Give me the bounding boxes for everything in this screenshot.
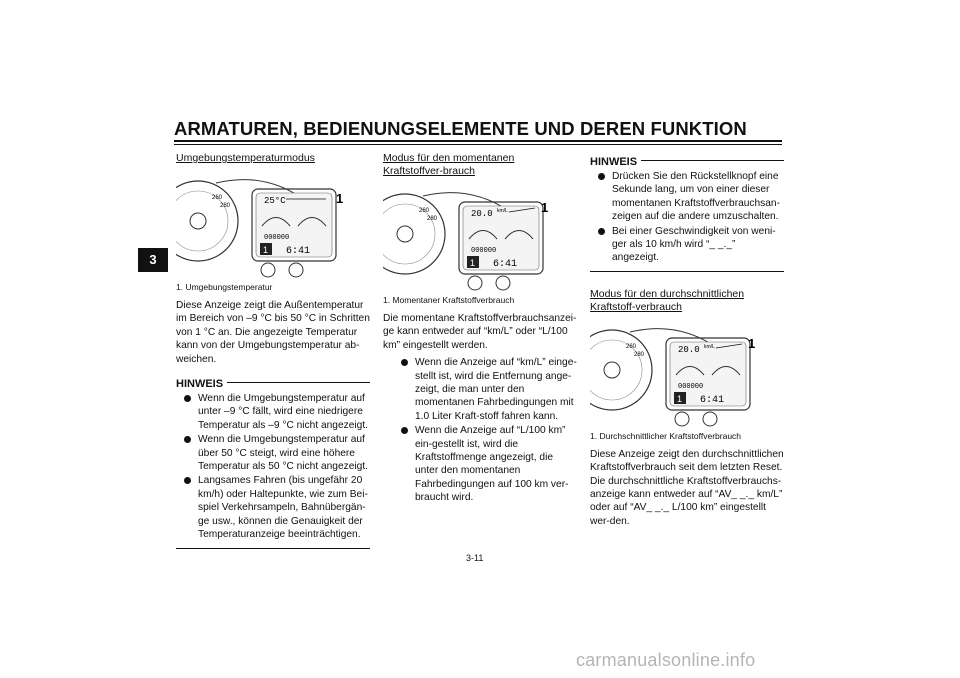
note-header bbox=[176, 374, 370, 391]
note-item: Bei einer Geschwindigkeit von weni-ger als 10 km/h wird “_ _._” angezeigt. bbox=[590, 225, 784, 265]
bullet-icon bbox=[401, 427, 408, 434]
figure-caption: 1. Durchschnittlicher Kraftstoffverbrauch bbox=[590, 430, 742, 441]
dashboard-illustration bbox=[383, 184, 575, 292]
figure-caption: 1. Umgebungstemperatur bbox=[176, 282, 273, 292]
chapter-tab: 3 bbox=[138, 248, 168, 272]
callout-number: 1 bbox=[541, 200, 549, 215]
note-list bbox=[590, 170, 784, 265]
unit-label: km/L bbox=[704, 343, 715, 350]
bullet-icon bbox=[184, 477, 191, 484]
temperature-readout: 25°C bbox=[264, 196, 286, 206]
odometer-readout: 000000 bbox=[471, 247, 497, 255]
note-header bbox=[590, 152, 784, 166]
speed-label-260: 260 bbox=[419, 208, 430, 214]
instrument-panel-figure bbox=[383, 184, 575, 292]
bullet-icon bbox=[401, 359, 408, 366]
page-number: 3-11 bbox=[466, 553, 484, 563]
note-box bbox=[176, 374, 370, 548]
section-title: Umgebungstemperaturmodus bbox=[176, 152, 315, 164]
body-paragraph: Diese Anzeige zeigt die Außentemperatur im Bereich von –9 °C bis 50 °C in Schritten von 1 °C an. Die angezeigte Temperatur kann von der Umgebungstemperatur ab-weichen. bbox=[176, 300, 370, 365]
note-bottom-rule bbox=[176, 548, 370, 549]
note-item: Langsames Fahren (bis ungefähr 20 km/h) oder Haltepunkte, wie zum Bei-spiel Verkehrsampeln, Bahnübergän-ge usw., können die Genauigkeit der Temperaturanzeige beeinträchtigen. bbox=[176, 474, 370, 541]
dashboard-illustration bbox=[176, 171, 368, 279]
note-item: Drücken Sie den Rückstellknopf eine Sekunde lang, um von einer dieser momentanen Kraftstoffverbrauchsan-zeigen auf die andere umzuschalten. bbox=[590, 170, 784, 224]
column-instant-fuel-consumption bbox=[383, 152, 577, 506]
page-header bbox=[174, 118, 782, 140]
page-title: ARMATUREN, BEDIENUNGSELEMENTE UND DEREN FUNKTION bbox=[174, 118, 747, 139]
speed-label-280: 280 bbox=[634, 351, 645, 358]
note-item: Wenn die Umgebungstemperatur auf über 50 °C steigt, wird eine höhere Temperatur als 50 °C nicht angezeigt. bbox=[176, 433, 370, 473]
watermark: carmanualsonline.info bbox=[576, 650, 756, 670]
note-label: HINWEIS bbox=[590, 156, 641, 168]
gear-indicator: 1 bbox=[263, 245, 269, 255]
list-item: Wenn die Anzeige auf “L/100 km” ein-gestellt ist, wird die Kraftstoffmenge angezeigt, die unter den momentanen Fahrbedingungen auf 100 km ver-braucht wird. bbox=[393, 424, 577, 504]
note-label: HINWEIS bbox=[176, 378, 227, 390]
clock-readout: 6:41 bbox=[493, 259, 518, 270]
bullet-icon bbox=[184, 436, 191, 443]
speed-label-260: 260 bbox=[626, 343, 637, 350]
list-item: Wenn die Anzeige auf “km/L” einge-stellt ist, wird die Entfernung ange-zeigt, die man unter den momentanen Fahrbedingungen mit 1.0 Liter Kraft-stoff fahren kann. bbox=[393, 356, 577, 423]
clock-readout: 6:41 bbox=[700, 394, 725, 406]
unit-label: km/L bbox=[497, 208, 508, 214]
column-average-fuel-consumption bbox=[590, 152, 784, 528]
fuel-readout: 20.0 bbox=[678, 344, 700, 355]
odometer-readout: 000000 bbox=[264, 234, 290, 242]
bullet-icon bbox=[598, 228, 605, 235]
body-paragraph: Die momentane Kraftstoffverbrauchsanzei-ge kann entweder auf “km/L” oder “L/100 km” eingestellt werden. bbox=[383, 313, 577, 351]
bullet-icon bbox=[184, 395, 191, 402]
column-ambient-temperature bbox=[176, 152, 370, 549]
figure-caption: 1. Momentaner Kraftstoffverbrauch bbox=[383, 295, 515, 305]
note-box bbox=[590, 152, 784, 272]
fuel-readout: 20.0 bbox=[471, 209, 493, 219]
speed-label-280: 280 bbox=[220, 203, 231, 209]
note-list bbox=[176, 392, 370, 541]
header-rule-thin bbox=[174, 144, 782, 145]
gear-indicator: 1 bbox=[470, 258, 476, 268]
callout-number: 1 bbox=[336, 191, 344, 206]
bullet-icon bbox=[598, 173, 605, 180]
section-title: Modus für den durchschnittlichen Kraftstoff-verbrauch bbox=[590, 287, 745, 313]
note-item: Wenn die Umgebungstemperatur auf unter –9 °C fällt, wird eine niedrigere Temperatur als –9 °C nicht angezeigt. bbox=[176, 392, 370, 432]
section-title: Modus für den momentanen Kraftstoffver-brauch bbox=[383, 152, 515, 177]
speed-label-280: 280 bbox=[427, 216, 438, 222]
note-bottom-rule bbox=[590, 271, 784, 272]
gear-indicator: 1 bbox=[677, 393, 683, 404]
odometer-readout: 000000 bbox=[678, 382, 704, 391]
bullet-list bbox=[393, 356, 577, 504]
clock-readout: 6:41 bbox=[286, 246, 311, 257]
body-paragraph: Diese Anzeige zeigt den durchschnittlichen Kraftstoffverbrauch seit dem letzten Reset. Die durchschnittliche Kraftstoffverbrauchs-anzeige kann entweder auf “AV_ _._ km/L” oder auf “AV_ _._ L/100 km” eingestellt wer-den. bbox=[590, 448, 784, 527]
instrument-panel-figure bbox=[590, 320, 782, 428]
instrument-panel-figure bbox=[176, 171, 368, 279]
header-rule bbox=[174, 140, 782, 142]
dashboard-illustration bbox=[590, 320, 782, 428]
speed-label-260: 260 bbox=[212, 195, 223, 201]
callout-number: 1 bbox=[748, 335, 756, 351]
